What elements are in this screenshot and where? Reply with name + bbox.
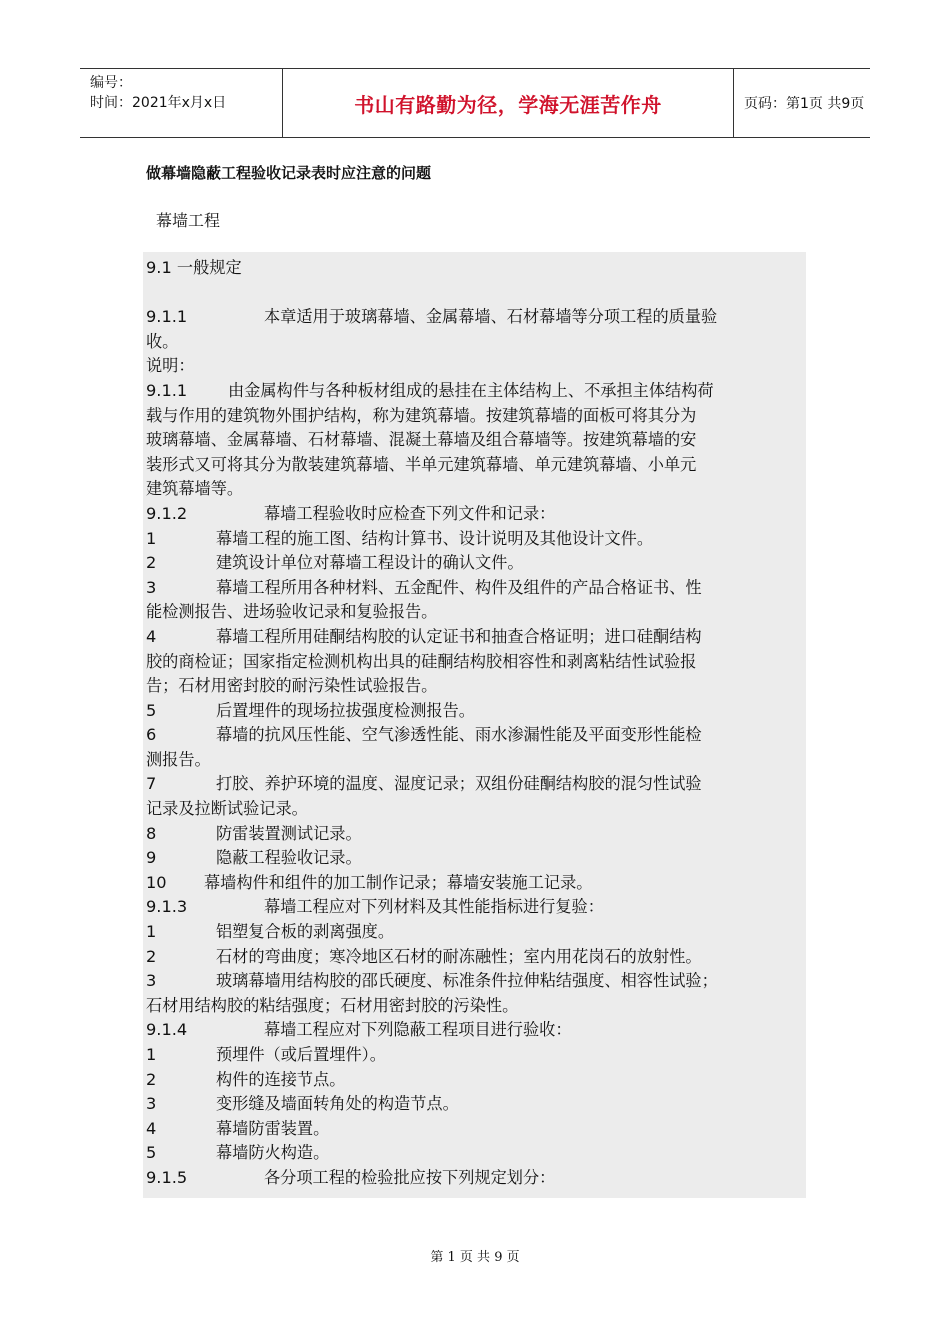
header-motto-cell [282,69,734,137]
item-number: 1 [146,528,157,548]
item-number: 3 [146,971,157,991]
header-meta [80,69,282,137]
item-number: 10 [146,872,167,892]
text-line [146,305,798,330]
text-line [146,502,798,527]
text-line: 装形式又可将其分为散装建筑幕墙、半单元建筑幕墙、单元建筑幕墙、小单元 [146,454,697,474]
text-line [146,699,798,724]
text-line [146,920,798,945]
text-line [146,1092,798,1117]
text-line: 测报告。 [146,749,211,769]
text-line [146,551,798,576]
clause-text: 幕墙工程应对下列隐蔽工程项目进行验收： [264,1020,572,1040]
clause-number: 9.1.1 [146,307,188,327]
item-number: 4 [146,626,157,646]
clause-text: 本章适用于玻璃幕墙、金属幕墙、石材幕墙等分项工程的质量验 [264,307,718,327]
item-number: 6 [146,725,157,745]
text-line [146,576,798,601]
text-line [146,379,798,404]
item-number: 7 [146,774,157,794]
item-text: 幕墙工程的施工图、结构计算书、设计说明及其他设计文件。 [216,528,654,548]
clause-number: 9.1.1 [146,380,188,400]
text-line [146,772,798,797]
text-line [146,1117,798,1142]
text-line [146,1166,798,1191]
text-line: 石材用结构胶的粘结强度；石材用密封胶的污染性。 [146,995,519,1015]
item-text: 建筑设计单位对幕墙工程设计的确认文件。 [216,553,524,573]
item-number: 4 [146,1118,157,1138]
text-line [146,969,798,994]
date-label: 时间：2021年x月x日 [90,95,227,111]
text-line [146,625,798,650]
text-line: 建筑幕墙等。 [146,479,244,499]
section-heading: 幕墙工程 [156,211,221,230]
text-line [146,527,798,552]
item-number: 1 [146,1045,157,1064]
item-text: 铝塑复合板的剥离强度。 [216,922,395,942]
text-line [146,723,798,748]
content-block [143,252,806,1198]
text-line: 9.1 一般规定 [146,258,242,277]
item-text: 幕墙防火构造。 [216,1143,330,1163]
text-line: 载与作用的建筑物外围护结构，称为建筑幕墙。按建筑幕墙的面板可将其分为 [146,405,697,425]
clause-number: 9.1.4 [146,1020,188,1040]
item-number: 2 [146,553,157,573]
item-number: 9 [146,848,157,868]
text-line [146,1018,798,1043]
item-text: 幕墙防雷装置。 [216,1118,330,1138]
text-line [146,1068,798,1093]
clause-text: 各分项工程的检验批应按下列规定划分： [264,1167,556,1187]
text-line [146,1141,798,1166]
item-number: 1 [146,922,157,942]
text-line [146,846,798,871]
doc-number-label: 编号： [90,75,132,91]
clause-text: 由金属构件与各种板材组成的悬挂在主体结构上、不承担主体结构荷 [228,380,714,400]
item-text: 防雷装置测试记录。 [216,823,362,843]
item-number: 5 [146,700,157,720]
item-number: 3 [146,577,157,597]
item-text: 幕墙工程所用各种材料、五金配件、构件及组件的产品合格证书、性 [216,577,702,597]
item-number: 8 [146,823,157,843]
item-text: 幕墙的抗风压性能、空气渗透性能、雨水渗漏性能及平面变形性能检 [216,725,702,745]
page-code: 页码：第1页 共9页 [744,96,865,112]
text-line [146,871,798,896]
text-line: 说明： [146,356,195,376]
item-text: 玻璃幕墙用结构胶的邵氏硬度、标准条件拉伸粘结强度、相容性试验； [216,971,718,991]
item-text: 预埋件（或后置埋件）。 [216,1045,386,1064]
text-line: 收。 [146,331,179,351]
item-number: 2 [146,1069,157,1089]
item-text: 幕墙工程所用硅酮结构胶的认定证书和抽查合格证明；进口硅酮结构 [216,626,702,646]
page-header [80,68,870,138]
item-text: 变形缝及墙面转角处的构造节点。 [216,1094,459,1114]
text-line [146,1043,798,1068]
clause-text: 幕墙工程应对下列材料及其性能指标进行复验： [264,897,604,917]
clause-number: 9.1.2 [146,503,188,523]
text-line: 玻璃幕墙、金属幕墙、石材幕墙、混凝土幕墙及组合幕墙等。按建筑幕墙的安 [146,430,697,450]
item-number: 2 [146,946,157,966]
item-text: 隐蔽工程验收记录。 [216,848,362,868]
text-line [146,822,798,847]
text-line [146,945,798,970]
item-text: 后置埋件的现场拉拔强度检测报告。 [216,700,475,720]
item-text: 幕墙构件和组件的加工制作记录；幕墙安装施工记录。 [204,872,593,892]
page-footer: 第 1 页 共 9 页 [430,1250,520,1265]
header-page-cell [734,69,870,137]
item-number: 3 [146,1094,157,1114]
clause-number: 9.1.5 [146,1167,188,1187]
text-line: 记录及拉断试验记录。 [146,799,308,819]
text-line: 胶的商检证；国家指定检测机构出具的硅酮结构胶相容性和剥离粘结性试验报 [146,651,697,671]
motto-text: 书山有路勤为径，学海无涯苦作舟 [354,92,662,117]
document-title: 做幕墙隐蔽工程验收记录表时应注意的问题 [146,164,432,182]
text-line [146,895,798,920]
item-text: 石材的弯曲度；寒冷地区石材的耐冻融性；室内用花岗石的放射性。 [216,946,702,966]
clause-text: 幕墙工程验收时应检查下列文件和记录： [264,503,556,523]
item-text: 打胶、养护环境的温度、湿度记录；双组份硅酮结构胶的混匀性试验 [216,774,702,794]
text-line: 告；石材用密封胶的耐污染性试验报告。 [146,676,438,696]
clause-number: 9.1.3 [146,897,188,917]
item-number: 5 [146,1143,157,1163]
text-line: 能检测报告、进场验收记录和复验报告。 [146,602,438,622]
item-text: 构件的连接节点。 [216,1069,346,1089]
